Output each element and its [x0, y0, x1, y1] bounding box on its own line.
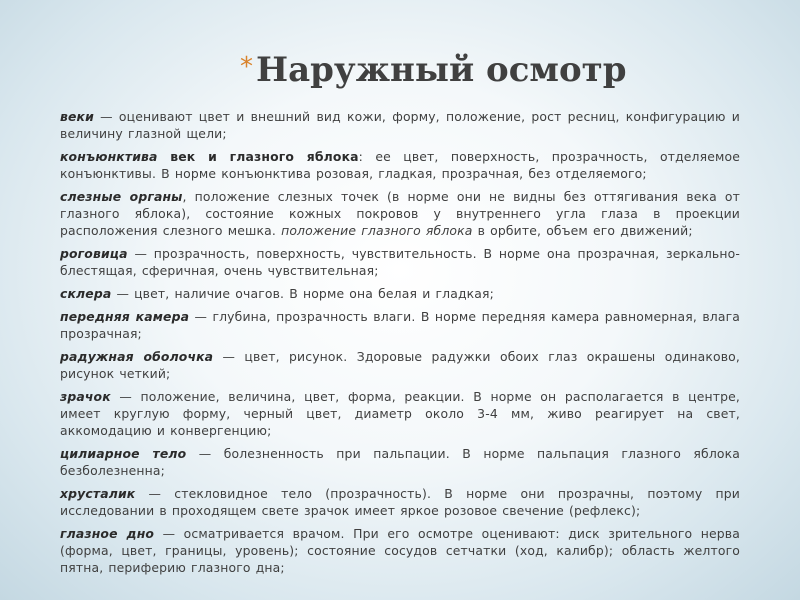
term-glaznoe-dno: глазное дно	[60, 526, 155, 541]
term-tsiliarnoe-telo: цилиарное тело	[60, 446, 187, 461]
text-perednyaya-kamera: — глубина, прозрачность влаги. В норме передняя камера равномерная, влага прозрачная;	[60, 309, 740, 341]
paragraph-rogovitsa	[60, 245, 740, 279]
paragraph-veki	[60, 108, 740, 142]
italic-polozhenie: положение глазного яблока	[281, 223, 473, 238]
text-hrustalik: — стекловидное тело (прозрачность). В норме они прозрачны, поэтому при исследовании в проходящем свете зрачок имеет яркое розовое свечение (рефлекс);	[60, 486, 740, 518]
text-veki: — оценивают цвет и внешний вид кожи, форму, положение, рост ресниц, конфигурацию и величину глазной щели;	[60, 109, 740, 141]
content-body	[60, 108, 740, 582]
text-zrachok: — положение, величина, цвет, форма, реакции. В норме он располагается в центре, имеет круглую форму, черный цвет, диаметр около 3-4 мм, живо реагирует на свет, аккомодацию и конвергенцию;	[60, 389, 740, 438]
text-glaznoe-dno: — осматривается врачом. При его осмотре оценивают: диск зрительного нерва (форма, цвет, границы, уровень); состояние сосудов сетчатки (ход, калибр); область желтого пятна, периферию глазного дна;	[60, 526, 740, 575]
paragraph-perednyaya-kamera	[60, 308, 740, 342]
text-rogovitsa: — прозрачность, поверхность, чувствительность. В норме она прозрачная, зеркально-блестящая, сферичная, очень чувствительная;	[60, 246, 740, 278]
page-title: Наружный осмотр	[256, 50, 627, 90]
paragraph-hrustalik	[60, 485, 740, 519]
term-zrachok: зрачок	[60, 389, 111, 404]
text-sleznye-organy-after: в орбите, объем его движений;	[472, 223, 693, 238]
paragraph-sklera	[60, 285, 740, 302]
text-tsiliarnoe-telo: — болезненность при пальпации. В норме пальпация глазного яблока безболезненна;	[60, 446, 740, 478]
term-perednyaya-kamera: передняя камера	[60, 309, 190, 324]
term-konyunktiva: конъюнктива	[60, 149, 158, 164]
paragraph-raduzhnaya-obolochka	[60, 348, 740, 382]
term-sleznye-organy: слезные органы	[60, 189, 183, 204]
term-hrustalik: хрусталик	[60, 486, 136, 501]
term-rogovitsa: роговица	[60, 246, 128, 261]
term-veki: веки	[60, 109, 94, 124]
term-sklera: склера	[60, 286, 112, 301]
text-konyunktiva: : ее цвет, поверхность, прозрачность, отделяемое конъюнктивы. В норме конъюнктива розовая, гладкая, прозрачная, без отделяемого;	[60, 149, 741, 181]
text-raduzhnaya-obolochka: — цвет, рисунок. Здоровые радужки обоих глаз окрашены одинаково, рисунок четкий;	[60, 349, 740, 381]
paragraph-zrachok	[60, 388, 740, 439]
title-area	[240, 48, 626, 98]
term-konyunktiva-extra: век и глазного яблока	[157, 149, 359, 164]
text-sklera: — цвет, наличие очагов. В норме она белая и гладкая;	[111, 286, 494, 301]
paragraph-glaznoe-dno	[60, 525, 740, 576]
paragraph-konyunktiva	[60, 148, 740, 182]
asterisk-icon: *	[240, 52, 253, 82]
paragraph-sleznye-organy	[60, 188, 740, 239]
term-raduzhnaya-obolochka: радужная оболочка	[60, 349, 214, 364]
paragraph-tsiliarnoe-telo	[60, 445, 740, 479]
text-sleznye-organy: , положение слезных точек (в норме они не видны без оттягивания века от глазного яблока), состояние кожных покровов у внутреннего угла глаза в проекции расположения слезного мешка.	[60, 189, 741, 238]
